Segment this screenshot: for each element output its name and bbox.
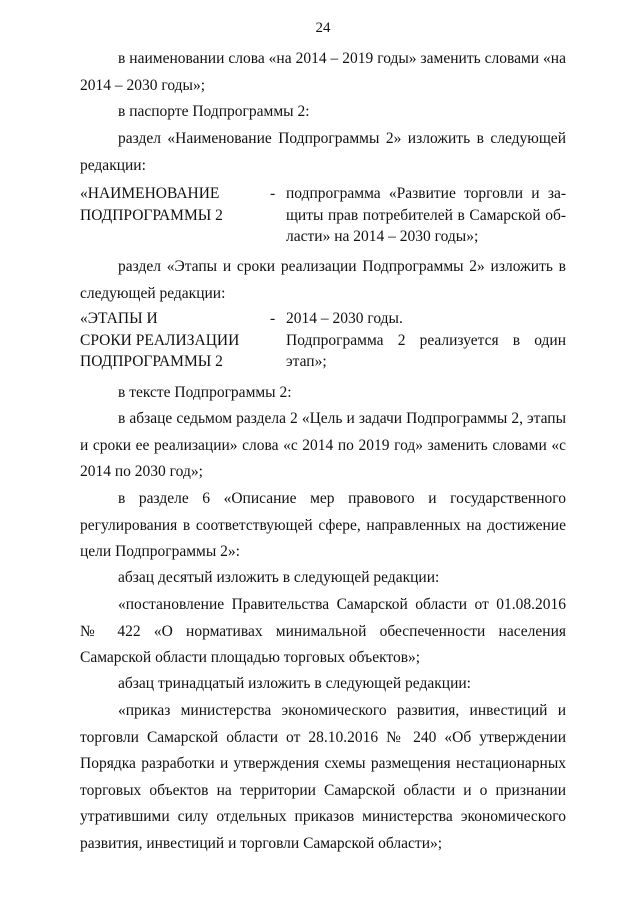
stages-table-value-line: Подпрограмма 2 реализуется в один (286, 331, 566, 349)
paragraph-tenth: абзац десятый изложить в следующей редакции: (118, 569, 440, 586)
paragraph-resolution: «постановление Правительства Самарской области от 01.08.2016 № 422 «О нормативах минимальной обеспеченности населения Самарской области площадью торговых объектов»; (80, 596, 566, 666)
paragraph-subprogram-text: в тексте Подпрограммы 2: (118, 384, 292, 401)
paragraph-name-section: раздел «Наименование Подпрограммы 2» изложить в следующей редакции: (80, 130, 566, 174)
stages-table-value-line: 2014 – 2030 годы. (286, 310, 403, 327)
stages-table (80, 308, 566, 374)
paragraph-title-replacement: в наименовании слова «на 2014 – 2019 годы» заменить словами «на 2014 – 2030 годы»; (80, 50, 566, 94)
stages-table-label (80, 308, 260, 373)
stages-table-label-line: ПОДПРОГРАММЫ 2 (80, 353, 223, 370)
page-number: 24 (315, 20, 331, 36)
stages-table-label-line: СРОКИ РЕАЛИЗАЦИИ (80, 331, 240, 349)
name-table-value-line: ласти» на 2014 – 2030 годы»; (286, 228, 479, 245)
name-table-label (80, 183, 260, 226)
stages-table-dash: - (270, 310, 276, 327)
name-table-value-line: щиты прав потребителей в Самарской об- (286, 206, 566, 224)
paragraph-section-2: в абзаце седьмом раздела 2 «Цель и задачи Подпрограммы 2, этапы и сроки ее реализации» слова «с 2014 по 2019 год» заменить словами «с 2014 по 2030 год»; (80, 410, 566, 480)
name-table-label-line: «НАИМЕНОВАНИЕ (80, 185, 220, 202)
name-table-value-line: подпрограмма «Развитие торговли и за- (286, 185, 566, 202)
stages-table-value-line: этап»; (286, 353, 327, 370)
paragraph-section-6: в разделе 6 «Описание мер правового и государственного регулирования в соответствующей сфере, направленных на достижение цели Подпрограммы 2»: (80, 490, 566, 560)
stages-table-label-line: «ЭТАПЫ И (80, 310, 158, 327)
name-table-dash: - (270, 185, 276, 202)
paragraph-passport: в паспорте Подпрограммы 2: (118, 103, 310, 120)
paragraph-stages-section: раздел «Этапы и сроки реализации Подпрограммы 2» изложить в следующей редакции: (80, 258, 566, 302)
document-page (80, 0, 566, 905)
paragraph-order: «приказ министерства экономического развития, инвестиций и торговли Самарской области от 28.10.2016 № 240 «Об утверждении Порядка разработки и утверждения схемы размещения нестационарных торговых объектов на территории Самарской области и о признании утратившими силу отдельных приказов министерства экономического развития, инвестиций и торговли Самарской области»; (80, 702, 566, 852)
stages-table-value (286, 308, 566, 373)
paragraph-thirteenth: абзац тринадцатый изложить в следующей редакции: (118, 675, 471, 692)
name-table (80, 183, 566, 249)
name-table-value (286, 183, 566, 248)
name-table-label-line: ПОДПРОГРАММЫ 2 (80, 206, 223, 224)
